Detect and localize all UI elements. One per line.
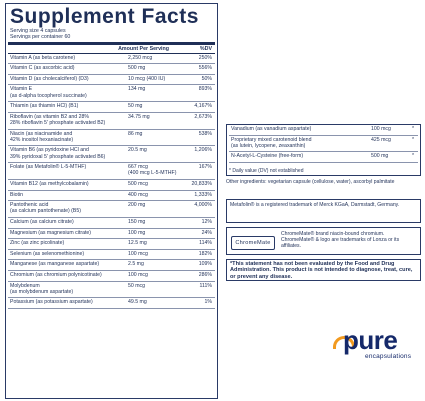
nutrient-amount: 667 mcg (400 mcg L-5-MTHF) — [128, 164, 177, 177]
nutrient-name: Calcium (as calcium citrate) — [10, 218, 74, 225]
nutrient-dv: 12% — [201, 218, 212, 225]
nutrient-row — [8, 191, 215, 202]
additional-nutrients-panel — [226, 124, 421, 176]
nutrient-name: Pantothenic acid (as calcium pantothenate) (B5) — [10, 202, 81, 215]
serving-size: Serving size 4 capsules — [10, 28, 66, 34]
nutrient-name: Vitamin B12 (as methylcobalamin) — [10, 180, 89, 187]
nutrient-row — [8, 282, 215, 299]
extra-row — [229, 125, 418, 136]
panel-title: Supplement Facts — [10, 5, 199, 28]
nutrient-amount: 500 mcg — [128, 180, 148, 187]
nutrient-row — [8, 85, 215, 102]
nutrient-amount: 500 mg — [128, 65, 146, 72]
nutrient-row — [8, 180, 215, 191]
nutrient-amount: 100 mcg — [128, 271, 148, 278]
nutrient-dv: 182% — [198, 250, 212, 257]
nutrient-row — [8, 229, 215, 240]
nutrient-row — [8, 260, 215, 271]
nutrient-dv: * — [411, 126, 414, 132]
nutrient-dv: * — [411, 153, 414, 160]
other-ingredients: Other ingredients: vegetarian capsule (cellulose, water), ascorbyl palmitate — [226, 179, 395, 185]
nutrient-row — [8, 163, 215, 180]
nutrient-name: Molybdenum (as molybdenum aspartate) — [10, 282, 74, 295]
nutrient-row — [8, 146, 215, 163]
nutrient-name: Vitamin C (as ascorbic acid) — [10, 65, 75, 72]
nutrient-name: Zinc (as zinc picolinate) — [10, 240, 65, 247]
nutrient-dv: 114% — [199, 240, 212, 247]
nutrient-name: Niacin (as niacinamide and 42% inositol hexaniacinate) — [10, 130, 74, 143]
nutrient-amount: 100 mcg — [371, 126, 391, 132]
nutrient-amount: 49.5 mg — [128, 299, 147, 306]
nutrient-dv: 4,167% — [194, 103, 212, 110]
fda-statement: *This statement has not been evaluated by the Food and Drug Administration. This product is not intended to diagnose, treat, cure, or prevent any disease. — [226, 259, 421, 281]
nutrient-row — [8, 201, 215, 218]
nutrient-name: Vitamin A (as beta carotene) — [10, 54, 76, 61]
chromemate-box — [226, 227, 421, 255]
nutrient-row — [8, 64, 215, 75]
amount-header: Amount Per Serving — [118, 45, 169, 52]
chromemate-note: ChromeMate® brand niacin-bound chromium. ChromeMate® & logo are trademarks of Lonza or its affiliates. — [281, 231, 400, 249]
nutrient-dv: 2,673% — [194, 113, 212, 120]
nutrient-amount: 50 mcg — [128, 282, 146, 289]
nutrient-row — [8, 239, 215, 250]
nutrient-dv: 250% — [198, 54, 212, 61]
nutrient-row — [8, 130, 215, 147]
nutrient-name: Biotin — [10, 191, 23, 198]
nutrient-amount: 2.5 mg — [128, 261, 144, 268]
metafolin-note: Metafolin® is a registered trademark of Merck KGaA, Darmstadt, Germany. — [226, 199, 421, 223]
nutrient-row — [8, 102, 215, 113]
nutrient-amount: 200 mg — [128, 202, 146, 209]
chromemate-logo: ChromeMate — [231, 236, 275, 250]
nutrient-dv: 1,206% — [194, 147, 212, 154]
nutrient-dv: 50% — [201, 75, 212, 82]
nutrient-dv: 109% — [198, 261, 212, 268]
brand-logo — [325, 327, 421, 361]
nutrient-amount: 400 mcg — [128, 191, 148, 198]
nutrient-amount: 2,250 mcg — [128, 54, 153, 61]
nutrient-amount: 100 mcg — [128, 250, 148, 257]
label-panel — [5, 3, 421, 399]
servings-per-container: Servings per container 60 — [10, 34, 71, 41]
nutrient-dv: 20,833% — [191, 180, 212, 187]
nutrient-amount: 86 mg — [128, 130, 143, 137]
nutrient-dv: 286% — [198, 271, 212, 278]
nutrient-row — [8, 75, 215, 86]
nutrient-amount: 12.5 mg — [128, 240, 147, 247]
nutrient-dv: 111% — [199, 282, 212, 289]
dv-note: * Daily value (DV) not established — [229, 168, 304, 174]
nutrient-name: Thiamin (as thiamin HCl) (B1) — [10, 103, 79, 110]
supplement-facts-panel — [5, 3, 218, 399]
nutrient-name: Vanadium (as vanadium aspartate) — [231, 126, 312, 132]
nutrient-name: Riboflavin (as vitamin B2 and 28% 28% riboflavin 5' phosphate activated B2) — [10, 113, 106, 126]
nutrient-name: Vitamin D (as cholecalciferol) (D3) — [10, 75, 89, 82]
nutrient-dv: 24% — [201, 229, 212, 236]
nutrient-name: Folate (as Metafolin® L-5-MTHF) — [10, 164, 87, 171]
nutrient-dv: 1,333% — [194, 191, 212, 198]
nutrient-amount: 100 mg — [128, 229, 146, 236]
brand-name: pure — [343, 325, 398, 355]
brand-tagline: encapsulations — [365, 353, 412, 360]
nutrient-amount: 50 mg — [128, 103, 143, 110]
nutrient-amount: 425 mcg — [371, 136, 391, 143]
nutrient-name: Vitamin E (as d-alpha tocopherol succinate) — [10, 86, 87, 99]
nutrient-row — [8, 113, 215, 130]
nutrient-row — [8, 54, 215, 65]
nutrient-dv: 4,000% — [194, 202, 212, 209]
nutrient-amount: 20.5 mg — [128, 147, 147, 154]
nutrient-row — [8, 298, 215, 309]
nutrient-dv: * — [411, 136, 414, 143]
nutrient-dv: 538% — [198, 130, 212, 137]
extra-row — [229, 152, 418, 163]
nutrient-amount: 10 mcg (400 IU) — [128, 75, 166, 82]
nutrient-row — [8, 250, 215, 261]
nutrient-row — [8, 271, 215, 282]
dv-header: %DV — [199, 45, 212, 52]
nutrient-amount: 34.75 mg — [128, 113, 150, 120]
nutrient-amount: 500 mg — [371, 153, 389, 160]
nutrient-dv: 893% — [198, 86, 212, 93]
nutrient-name: Vitamin B6 (as pyridoxine HCl and 39% pyridoxal 5' phosphate activated B6) — [10, 147, 106, 160]
nutrient-table — [6, 54, 217, 309]
extra-row — [229, 136, 418, 153]
nutrient-amount: 150 mg — [128, 218, 146, 225]
nutrient-dv: 556% — [198, 65, 212, 72]
nutrient-dv: 167% — [198, 164, 212, 171]
nutrient-amount: 134 mg — [128, 86, 146, 93]
nutrient-name: Proprietary mixed carotenoid blend (as lutein, lycopene, zeaxanthin) — [231, 136, 312, 149]
nutrient-name: Potassium (as potassium aspartate) — [10, 299, 93, 306]
nutrient-dv: 1% — [204, 299, 212, 306]
nutrient-name: Chromium (as chromium polynicotinate) — [10, 271, 102, 278]
nutrient-name: N-Acetyl-L-Cysteine (free-form) — [231, 153, 304, 160]
nutrient-name: Magnesium (as magnesium citrate) — [10, 229, 92, 236]
nutrient-name: Manganese (as manganese aspartate) — [10, 261, 100, 268]
nutrient-name: Selenium (as selenomethionine) — [10, 250, 85, 257]
nutrient-row — [8, 218, 215, 229]
table-header — [8, 45, 215, 54]
